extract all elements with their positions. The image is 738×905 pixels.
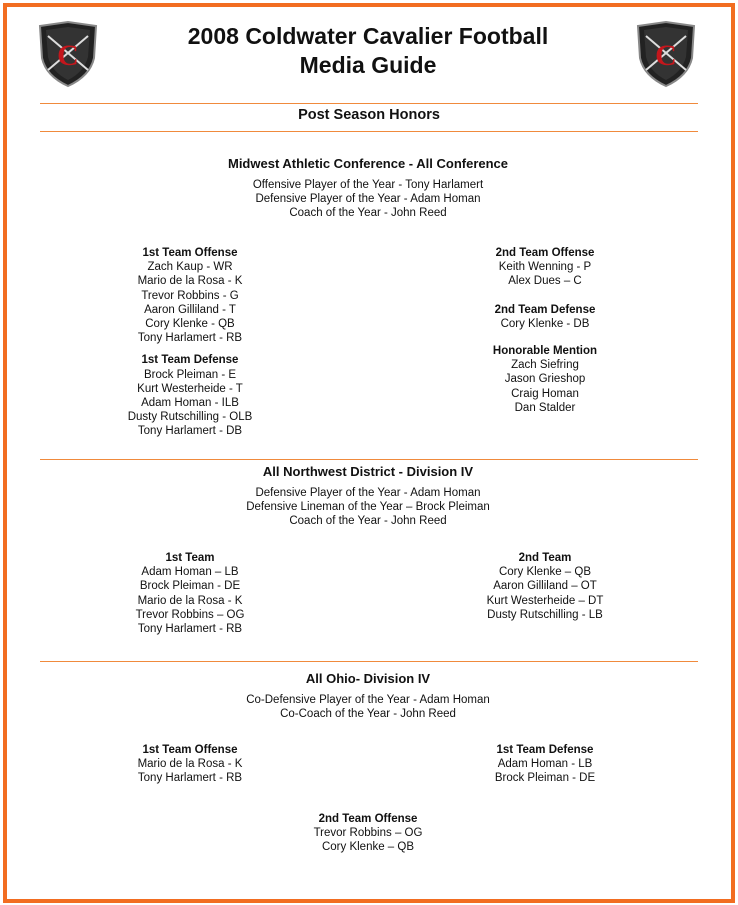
mac-right-column — [445, 246, 645, 415]
player-entry: Adam Homan - LB — [497, 758, 593, 771]
divider-top — [40, 103, 698, 104]
player-entry: Craig Homan — [511, 387, 579, 400]
player-entry: Cory Klenke - DB — [500, 317, 590, 330]
ohio-second-offense — [90, 812, 646, 855]
mac-honorable-mention-title: Honorable Mention — [492, 345, 598, 358]
district-2nd-team-title: 2nd Team — [518, 552, 572, 564]
district-award: Defensive Lineman of the Year – Brock Pleiman — [246, 501, 490, 514]
player-entry: Trevor Robbins – OG — [313, 827, 423, 840]
player-entry: Mario de la Rosa - K — [137, 594, 243, 607]
svg-text:C: C — [57, 39, 79, 72]
player-entry: Jason Grieshop — [504, 373, 586, 386]
district-section-header — [90, 464, 646, 529]
ohio-first-offense — [90, 743, 290, 786]
divider-subhead — [40, 131, 698, 132]
mac-award: Offensive Player of the Year - Tony Harlamert — [252, 179, 484, 191]
player-entry: Adam Homan - ILB — [141, 397, 239, 410]
player-entry: Kurt Westerheide – DT — [486, 594, 604, 607]
player-entry: Tony Harlamert - RB — [137, 332, 243, 345]
player-entry: Brock Pleiman - DE — [139, 580, 241, 593]
player-entry: Kurt Westerheide - T — [137, 382, 243, 395]
player-entry: Zach Kaup - WR — [147, 261, 233, 274]
district-1st-team-title: 1st Team — [165, 552, 215, 564]
mac-section-header — [90, 156, 646, 221]
player-entry: Brock Pleiman - DE — [494, 772, 596, 785]
title-line-2: Media Guide — [299, 52, 437, 78]
mac-award: Defensive Player of the Year - Adam Homan — [255, 193, 481, 206]
player-entry: Cory Klenke – QB — [498, 566, 592, 579]
player-entry: Tony Harlamert - RB — [137, 623, 243, 636]
player-entry: Tony Harlamert - DB — [137, 425, 243, 438]
page-title — [100, 22, 636, 80]
player-entry: Dan Stalder — [514, 401, 576, 414]
player-entry: Aaron Gilliland – OT — [493, 580, 597, 593]
ohio-1st-offense-title: 1st Team Offense — [142, 744, 238, 756]
player-entry: Alex Dues – C — [508, 275, 582, 288]
ohio-section-header — [90, 671, 646, 721]
player-entry: Tony Harlamert - RB — [137, 772, 243, 785]
svg-text:C: C — [655, 39, 677, 72]
ohio-2nd-offense-title: 2nd Team Offense — [318, 813, 418, 825]
mac-2nd-offense-title: 2nd Team Offense — [495, 247, 595, 259]
ohio-heading: All Ohio- Division IV — [305, 671, 431, 686]
district-award: Defensive Player of the Year - Adam Homan — [255, 487, 481, 499]
player-entry: Cory Klenke - QB — [145, 318, 235, 331]
divider-district — [40, 459, 698, 460]
district-first-team — [90, 551, 290, 636]
mac-heading: Midwest Athletic Conference - All Conference — [227, 156, 509, 171]
player-entry: Aaron Gilliland - T — [144, 303, 236, 316]
title-line-1: 2008 Coldwater Cavalier Football — [187, 23, 549, 49]
cavalier-shield-logo-right — [634, 20, 698, 88]
player-entry: Keith Wenning - P — [498, 261, 592, 274]
player-entry: Dusty Rutschilling - OLB — [127, 411, 253, 424]
player-entry: Mario de la Rosa - K — [137, 275, 243, 288]
district-award: Coach of the Year - John Reed — [289, 515, 447, 528]
player-entry: Adam Homan – LB — [141, 566, 239, 579]
ohio-first-defense — [445, 743, 645, 786]
post-season-honors-heading: Post Season Honors — [298, 107, 440, 123]
player-entry: Brock Pleiman - E — [143, 368, 237, 381]
player-entry: Cory Klenke – QB — [321, 841, 415, 854]
player-entry: Trevor Robbins - G — [141, 289, 239, 302]
player-entry: Trevor Robbins – OG — [135, 608, 245, 621]
cavalier-shield-logo-left — [36, 20, 100, 88]
mac-award: Coach of the Year - John Reed — [289, 207, 447, 220]
mac-1st-defense-title: 1st Team Defense — [141, 354, 239, 367]
mac-left-column — [90, 246, 290, 439]
district-second-team — [445, 551, 645, 622]
mac-1st-offense-title: 1st Team Offense — [142, 247, 238, 259]
player-entry: Mario de la Rosa - K — [137, 758, 243, 771]
district-heading: All Northwest District - Division IV — [262, 464, 474, 479]
divider-ohio — [40, 661, 698, 662]
ohio-award: Co-Coach of the Year - John Reed — [280, 708, 456, 721]
player-entry: Dusty Rutschilling - LB — [487, 608, 603, 621]
mac-2nd-defense-title: 2nd Team Defense — [494, 303, 596, 316]
player-entry: Zach Siefring — [511, 359, 579, 372]
ohio-1st-defense-title: 1st Team Defense — [496, 744, 594, 756]
ohio-award: Co-Defensive Player of the Year - Adam Homan — [246, 694, 490, 706]
